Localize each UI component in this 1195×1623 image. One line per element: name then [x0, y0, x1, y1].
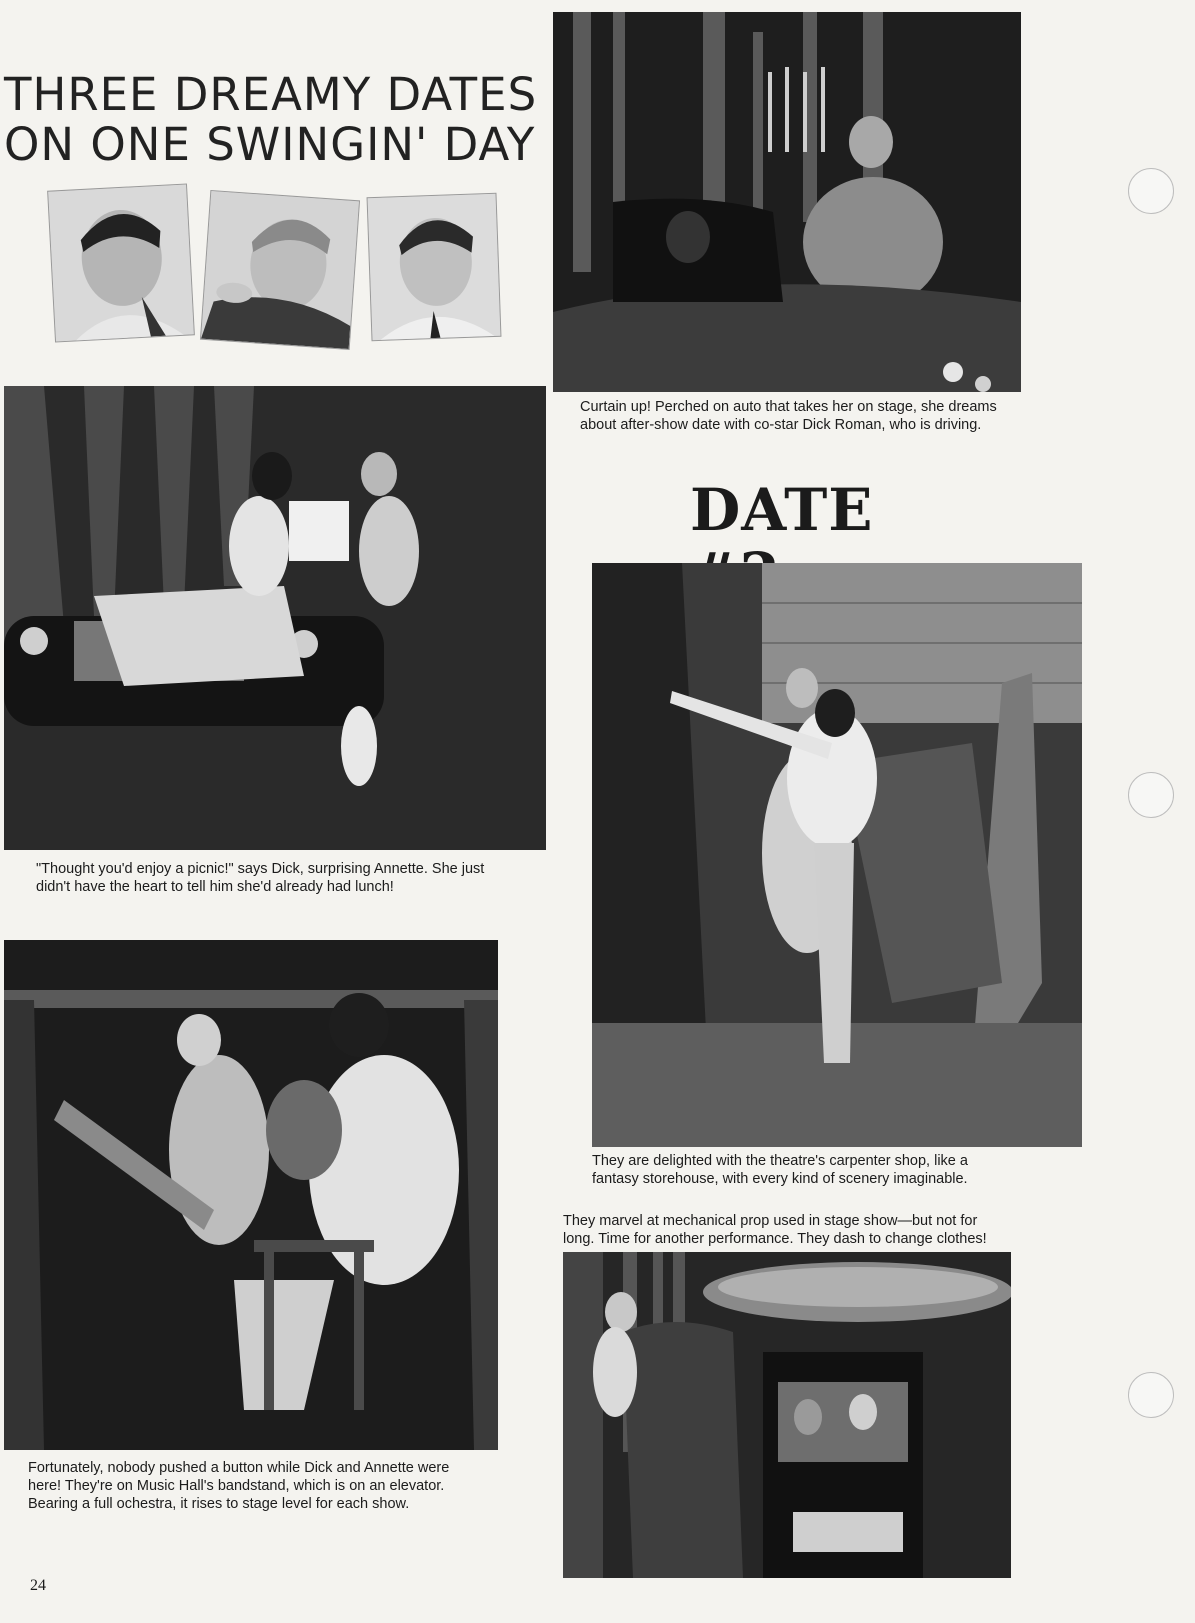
caption-curtain-up: Curtain up! Perched on auto that takes her on stage, she dreams about after-show date with co-star Dick Roman, who is driving. [580, 399, 997, 433]
photo-carpenter-shop [592, 563, 1082, 1147]
portrait-2-image [201, 191, 359, 349]
caption-carpenter-shop: They are delighted with the theatre's carpenter shop, like a fantasy storehouse, with every kind of scenery imaginable. [592, 1153, 968, 1187]
date-heading: DATE [690, 476, 874, 544]
page-number: 24 [30, 1577, 46, 1594]
portrait-photo-3 [368, 194, 501, 340]
page-headline [4, 70, 564, 170]
caption-bandstand: Fortunately, nobody pushed a button while Dick and Annette were here! They're on Music Hall's bandstand, which is on an elevator. Bearing a full ochestra, it rises to stage level for each show. [28, 1460, 450, 1512]
picnic-image [4, 386, 546, 850]
portrait-1-image [48, 184, 194, 341]
curtain-up-image [553, 12, 1021, 392]
caption-picnic: "Thought you'd enjoy a picnic!" says Dick, surprising Annette. She just didn't have the heart to tell him she'd already had lunch! [36, 861, 485, 895]
punch-hole-bottom [1128, 1372, 1174, 1418]
photo-picnic [4, 386, 546, 850]
photo-curtain-up [553, 12, 1021, 392]
portrait-3-image [368, 194, 501, 340]
punch-hole-top [1128, 168, 1174, 214]
headline-line-1: THREE DREAMY DATES [4, 68, 538, 121]
portrait-photo-1 [48, 184, 194, 341]
mechanical-prop-image [563, 1252, 1011, 1578]
bandstand-image [4, 940, 498, 1450]
photo-mechanical-prop [563, 1252, 1011, 1578]
portrait-photo-2 [201, 191, 359, 349]
punch-hole-middle [1128, 772, 1174, 818]
caption-mechanical-prop: They marvel at mechanical prop used in stage show—but not for long. Time for another performance. They dash to change clothes! [563, 1213, 987, 1247]
carpenter-shop-image [592, 563, 1082, 1147]
headline-line-2: ON ONE SWINGIN' DAY [4, 118, 536, 171]
photo-bandstand [4, 940, 498, 1450]
